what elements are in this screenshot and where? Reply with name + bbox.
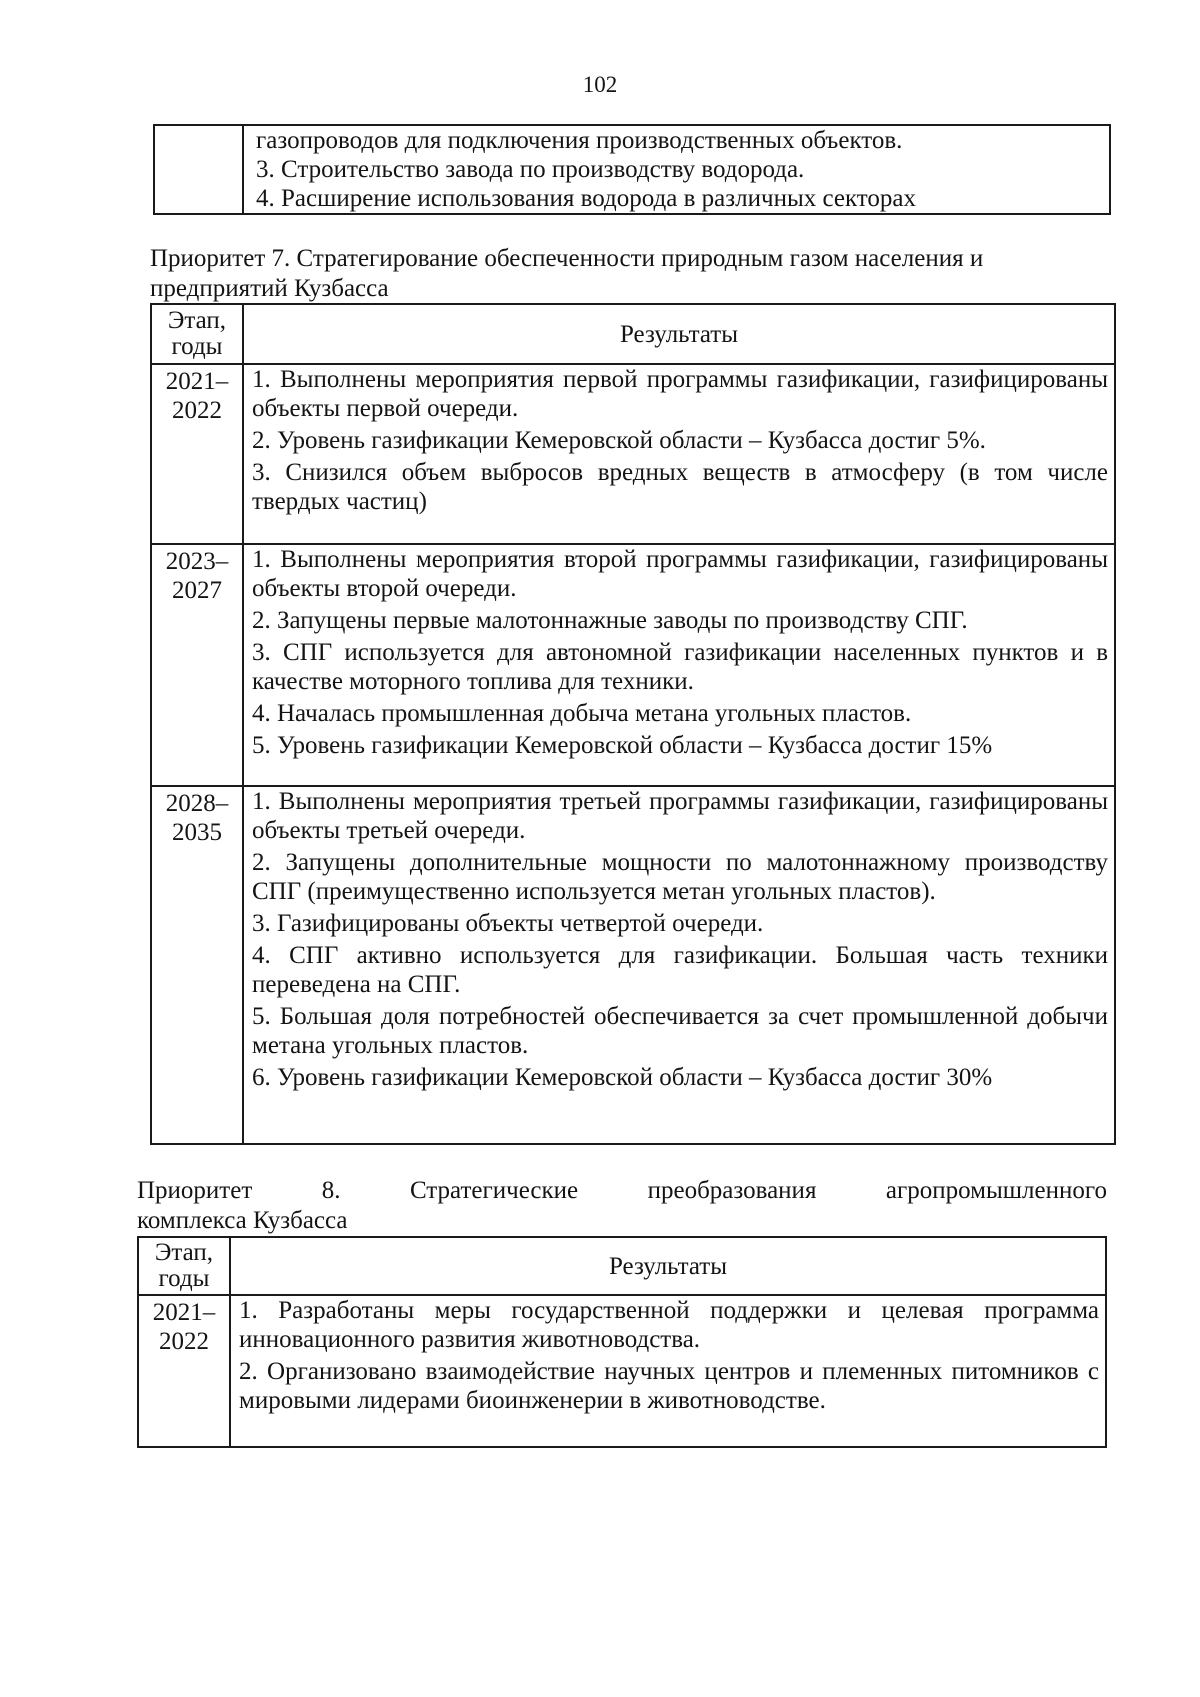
stage-years-line2: 2027 (172, 577, 222, 604)
stage-years-cell (151, 786, 243, 1144)
result-item: 5. Большая доля потребностей обеспечивается за счет промышленной добычи метана угольных пластов. (252, 1003, 1108, 1059)
result-item: 2. Уровень газификации Кемеровской области – Кузбасса достиг 5%. (252, 427, 986, 454)
stage-header-line2: годы (158, 1265, 210, 1292)
table-row (151, 786, 1115, 1144)
page-number: 102 (582, 72, 618, 97)
result-item: 3. Газифицированы объекты четвертой очереди. (252, 910, 764, 937)
stage-header-line1: Этап, (167, 307, 227, 334)
stage-header-line1: Этап, (154, 1239, 214, 1266)
priority-7-table (150, 303, 1116, 1145)
table-row (138, 1295, 1106, 1447)
list-item: газопроводов для подключения производственных объектов. (256, 127, 903, 154)
stage-years-line1: 2021– (165, 368, 229, 395)
result-item: 2. Запущены первые малотоннажные заводы по производству СПГ. (252, 607, 968, 634)
result-item: 1. Выполнены мероприятия первой программы газификации, газифицированы объекты первой очереди. (252, 366, 1108, 422)
stage-years-line2: 2022 (172, 397, 222, 424)
table-row (154, 125, 1110, 214)
stage-years-cell (151, 544, 243, 786)
stage-years-line1: 2023– (165, 548, 229, 575)
result-item: 1. Выполнены мероприятия третьей программы газификации, газифицированы объекты третьей очереди. (252, 788, 1108, 844)
priority-7-heading-line1: Приоритет 7. Стратегирование обеспеченности природным газом населения и (150, 245, 984, 272)
table-row (151, 544, 1115, 786)
results-column-header: Результаты (243, 304, 1115, 364)
priority-8-heading-line1: Приоритет 8. Стратегические преобразования агропромышленного (137, 1177, 1107, 1204)
result-item: 6. Уровень газификации Кемеровской области – Кузбасса достиг 30% (252, 1064, 993, 1091)
result-item: 3. СПГ используется для автономной газификации населенных пунктов и в качестве моторного топлива для техники. (252, 639, 1108, 695)
stage-years-line1: 2021– (152, 1299, 216, 1326)
stage-years-line2: 2035 (172, 819, 222, 846)
stage-years-cell (151, 364, 243, 544)
stage-years-cell (138, 1295, 230, 1447)
priority-8-table (137, 1236, 1107, 1448)
priority-7-heading-line2: предприятий Кузбасса (150, 275, 389, 302)
result-item: 5. Уровень газификации Кемеровской области – Кузбасса достиг 15% (252, 732, 993, 759)
stage-years-line2: 2022 (159, 1328, 209, 1355)
continuation-table (153, 124, 1111, 215)
result-item: 1. Разработаны меры государственной поддержки и целевая программа инновационного развития животноводства. (239, 1297, 1099, 1353)
empty-stage-cell (154, 125, 243, 214)
result-item: 3. Снизился объем выбросов вредных веществ в атмосферу (в том числе твердых частиц) (252, 459, 1108, 515)
result-item: 4. СПГ активно используется для газификации. Большая часть техники переведена на СПГ. (252, 942, 1108, 998)
results-column-header: Результаты (230, 1237, 1106, 1295)
priority-8-heading (137, 1176, 1107, 1236)
continuation-results-cell (243, 125, 1110, 214)
priority-8-heading-line2: комплекса Кузбасса (137, 1207, 348, 1234)
list-item: 4. Расширение использования водорода в различных секторах (256, 185, 916, 212)
priority-7-heading (150, 244, 1112, 304)
stage-header-line2: годы (171, 333, 223, 360)
results-cell (243, 544, 1115, 786)
result-item: 4. Началась промышленная добыча метана угольных пластов. (252, 700, 912, 727)
result-item: 2. Организовано взаимодействие научных центров и племенных питомников с мировыми лидерами биоинженерии в животноводстве. (239, 1358, 1099, 1414)
stage-column-header (138, 1237, 230, 1295)
stage-column-header (151, 304, 243, 364)
results-cell (243, 786, 1115, 1144)
result-item: 1. Выполнены мероприятия второй программы газификации, газифицированы объекты второй очереди. (252, 546, 1108, 602)
table-header-row (151, 304, 1115, 364)
list-item: 3. Строительство завода по производству водорода. (256, 156, 805, 183)
results-cell (243, 364, 1115, 544)
table-row (151, 364, 1115, 544)
results-cell (230, 1295, 1106, 1447)
table-header-row (138, 1237, 1106, 1295)
result-item: 2. Запущены дополнительные мощности по малотоннажному производству СПГ (преимущественно используется метан угольных пластов). (252, 849, 1108, 905)
stage-years-line1: 2028– (165, 790, 229, 817)
